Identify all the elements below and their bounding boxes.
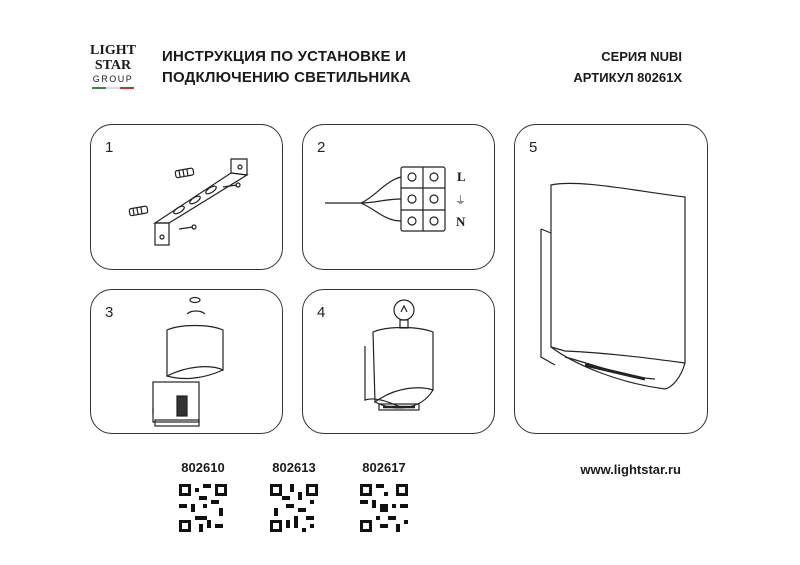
- logo-line2: STAR: [94, 58, 132, 73]
- step-3-panel: [90, 289, 283, 434]
- line-terminal-label: L: [457, 169, 466, 184]
- step-1-number: 1: [105, 139, 114, 156]
- article-code-2: 802613: [272, 460, 316, 475]
- product-info: [573, 46, 682, 88]
- step-5-number: 5: [529, 139, 538, 156]
- series-label: СЕРИЯ NUBI: [601, 49, 682, 64]
- qr-block-802613: [264, 460, 324, 532]
- step-4-panel: [302, 289, 495, 434]
- qr-block-802610: [173, 460, 233, 532]
- shade-attachment-illustration: [91, 290, 284, 435]
- assembled-lamp-illustration: [515, 125, 709, 435]
- document-title: [162, 46, 411, 88]
- step-4-number: 4: [317, 304, 326, 321]
- bracket-mounting-illustration: [91, 125, 284, 271]
- article-code-3: 802617: [362, 460, 406, 475]
- qr-code-3[interactable]: [360, 484, 408, 532]
- logo-line1: LIGHT: [90, 43, 136, 58]
- qr-code-2[interactable]: [270, 484, 318, 532]
- step-5-panel: [514, 124, 708, 434]
- neutral-terminal-label: N: [456, 214, 466, 229]
- title-line-2: ПОДКЛЮЧЕНИЮ СВЕТИЛЬНИКА: [162, 69, 411, 86]
- step-1-panel: [90, 124, 283, 270]
- ground-terminal-label: ⏚: [455, 194, 466, 207]
- step-3-number: 3: [105, 304, 114, 321]
- logo-line3: GROUP: [92, 74, 134, 84]
- bulb-insertion-illustration: [303, 290, 496, 435]
- qr-block-802617: [354, 460, 414, 532]
- article-label: АРТИКУЛ 80261X: [573, 70, 682, 85]
- lightstar-logo: [86, 40, 140, 96]
- article-code-1: 802610: [181, 460, 225, 475]
- step-2-number: 2: [317, 139, 326, 156]
- wiring-illustration: [303, 125, 496, 271]
- qr-code-1[interactable]: [179, 484, 227, 532]
- title-line-1: ИНСТРУКЦИЯ ПО УСТАНОВКЕ И: [162, 48, 407, 65]
- step-2-panel: [302, 124, 495, 270]
- website-link[interactable]: www.lightstar.ru: [580, 462, 681, 477]
